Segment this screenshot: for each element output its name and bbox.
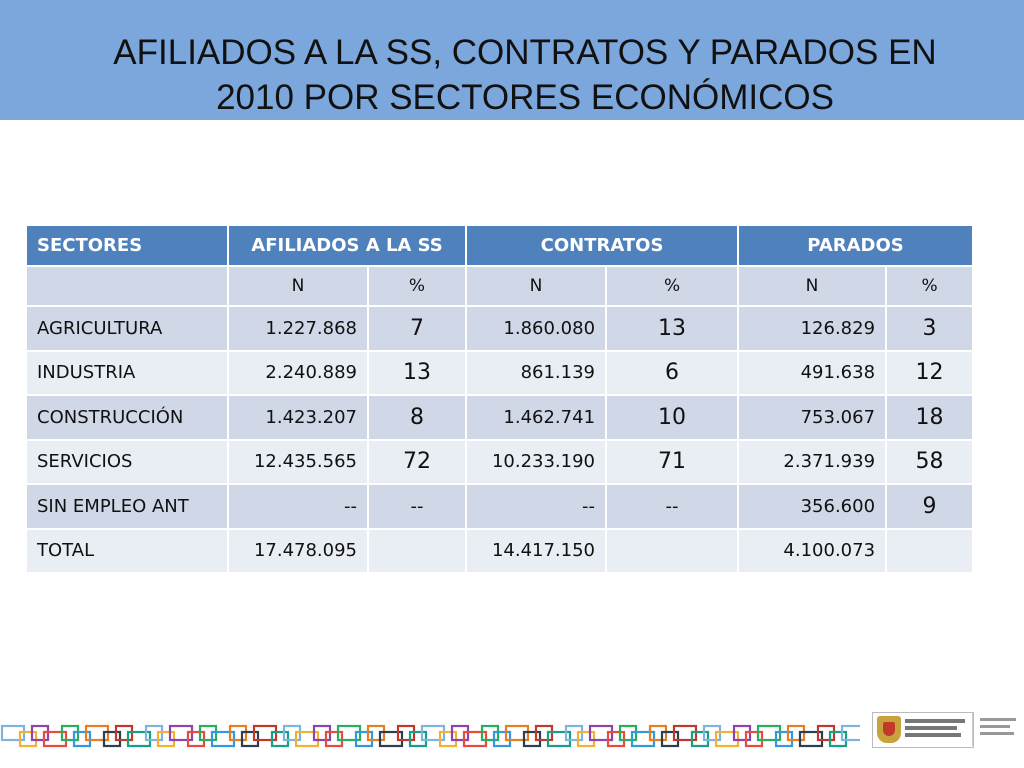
cell-sector: INDUSTRIA — [26, 351, 228, 396]
cell-parados-pct — [886, 529, 973, 574]
cell-parados-n: 2.371.939 — [738, 440, 886, 485]
cell-afiliados-pct: 7 — [368, 306, 466, 351]
cell-contratos-n: 14.417.150 — [466, 529, 606, 574]
header-parados: PARADOS — [738, 225, 973, 266]
table-header-row — [26, 225, 973, 266]
cell-parados-pct: 58 — [886, 440, 973, 485]
cell-sector: SERVICIOS — [26, 440, 228, 485]
slide-title-line-2: 2010 POR SECTORES ECONÓMICOS — [216, 78, 834, 117]
cell-parados-n: 4.100.073 — [738, 529, 886, 574]
cell-parados-n: 753.067 — [738, 395, 886, 440]
cell-contratos-n: 1.860.080 — [466, 306, 606, 351]
government-logo-icon — [872, 712, 974, 748]
table-row — [26, 395, 973, 440]
cell-afiliados-n: 1.423.207 — [228, 395, 368, 440]
subheader-parados-n: N — [738, 266, 886, 306]
cell-parados-n: 126.829 — [738, 306, 886, 351]
footer — [0, 700, 1024, 768]
cell-afiliados-n: -- — [228, 484, 368, 529]
table-subheader-row — [26, 266, 973, 306]
subheader-contratos-pct: % — [606, 266, 738, 306]
cell-contratos-pct — [606, 529, 738, 574]
header-contratos: CONTRATOS — [466, 225, 738, 266]
table-row-total — [26, 529, 973, 574]
cell-afiliados-n: 1.227.868 — [228, 306, 368, 351]
cell-sector: SIN EMPLEO ANT — [26, 484, 228, 529]
table-row — [26, 484, 973, 529]
coat-of-arms-icon — [877, 716, 901, 743]
cell-afiliados-pct: -- — [368, 484, 466, 529]
header-afiliados: AFILIADOS A LA SS — [228, 225, 466, 266]
cell-contratos-n: 10.233.190 — [466, 440, 606, 485]
cell-parados-pct: 18 — [886, 395, 973, 440]
slide-title — [40, 30, 1010, 120]
subheader-afiliados-n: N — [228, 266, 368, 306]
cell-parados-pct: 12 — [886, 351, 973, 396]
cell-contratos-n: 1.462.741 — [466, 395, 606, 440]
cell-afiliados-pct: 13 — [368, 351, 466, 396]
cell-parados-n: 491.638 — [738, 351, 886, 396]
cell-afiliados-n: 12.435.565 — [228, 440, 368, 485]
cell-contratos-n: 861.139 — [466, 351, 606, 396]
table-row — [26, 440, 973, 485]
table-row — [26, 351, 973, 396]
chain-decoration-icon — [0, 718, 860, 758]
cell-parados-pct: 3 — [886, 306, 973, 351]
cell-sector: TOTAL — [26, 529, 228, 574]
cell-afiliados-n: 2.240.889 — [228, 351, 368, 396]
cell-parados-pct: 9 — [886, 484, 973, 529]
sectors-table — [25, 224, 974, 574]
cell-contratos-pct: 13 — [606, 306, 738, 351]
slide-title-line-1: AFILIADOS A LA SS, CONTRATOS Y PARADOS EN — [113, 33, 937, 72]
cell-sector: CONSTRUCCIÓN — [26, 395, 228, 440]
subheader-parados-pct: % — [886, 266, 973, 306]
header-sectores: SECTORES — [26, 225, 228, 266]
table-row — [26, 306, 973, 351]
cell-parados-n: 356.600 — [738, 484, 886, 529]
cell-contratos-pct: 71 — [606, 440, 738, 485]
subheader-contratos-n: N — [466, 266, 606, 306]
cell-contratos-n: -- — [466, 484, 606, 529]
cell-afiliados-pct: 72 — [368, 440, 466, 485]
cell-sector: AGRICULTURA — [26, 306, 228, 351]
cell-afiliados-pct: 8 — [368, 395, 466, 440]
cell-contratos-pct: -- — [606, 484, 738, 529]
cell-contratos-pct: 10 — [606, 395, 738, 440]
cell-afiliados-pct — [368, 529, 466, 574]
cell-contratos-pct: 6 — [606, 351, 738, 396]
cell-afiliados-n: 17.478.095 — [228, 529, 368, 574]
subheader-afiliados-pct: % — [368, 266, 466, 306]
subheader-empty — [26, 266, 228, 306]
